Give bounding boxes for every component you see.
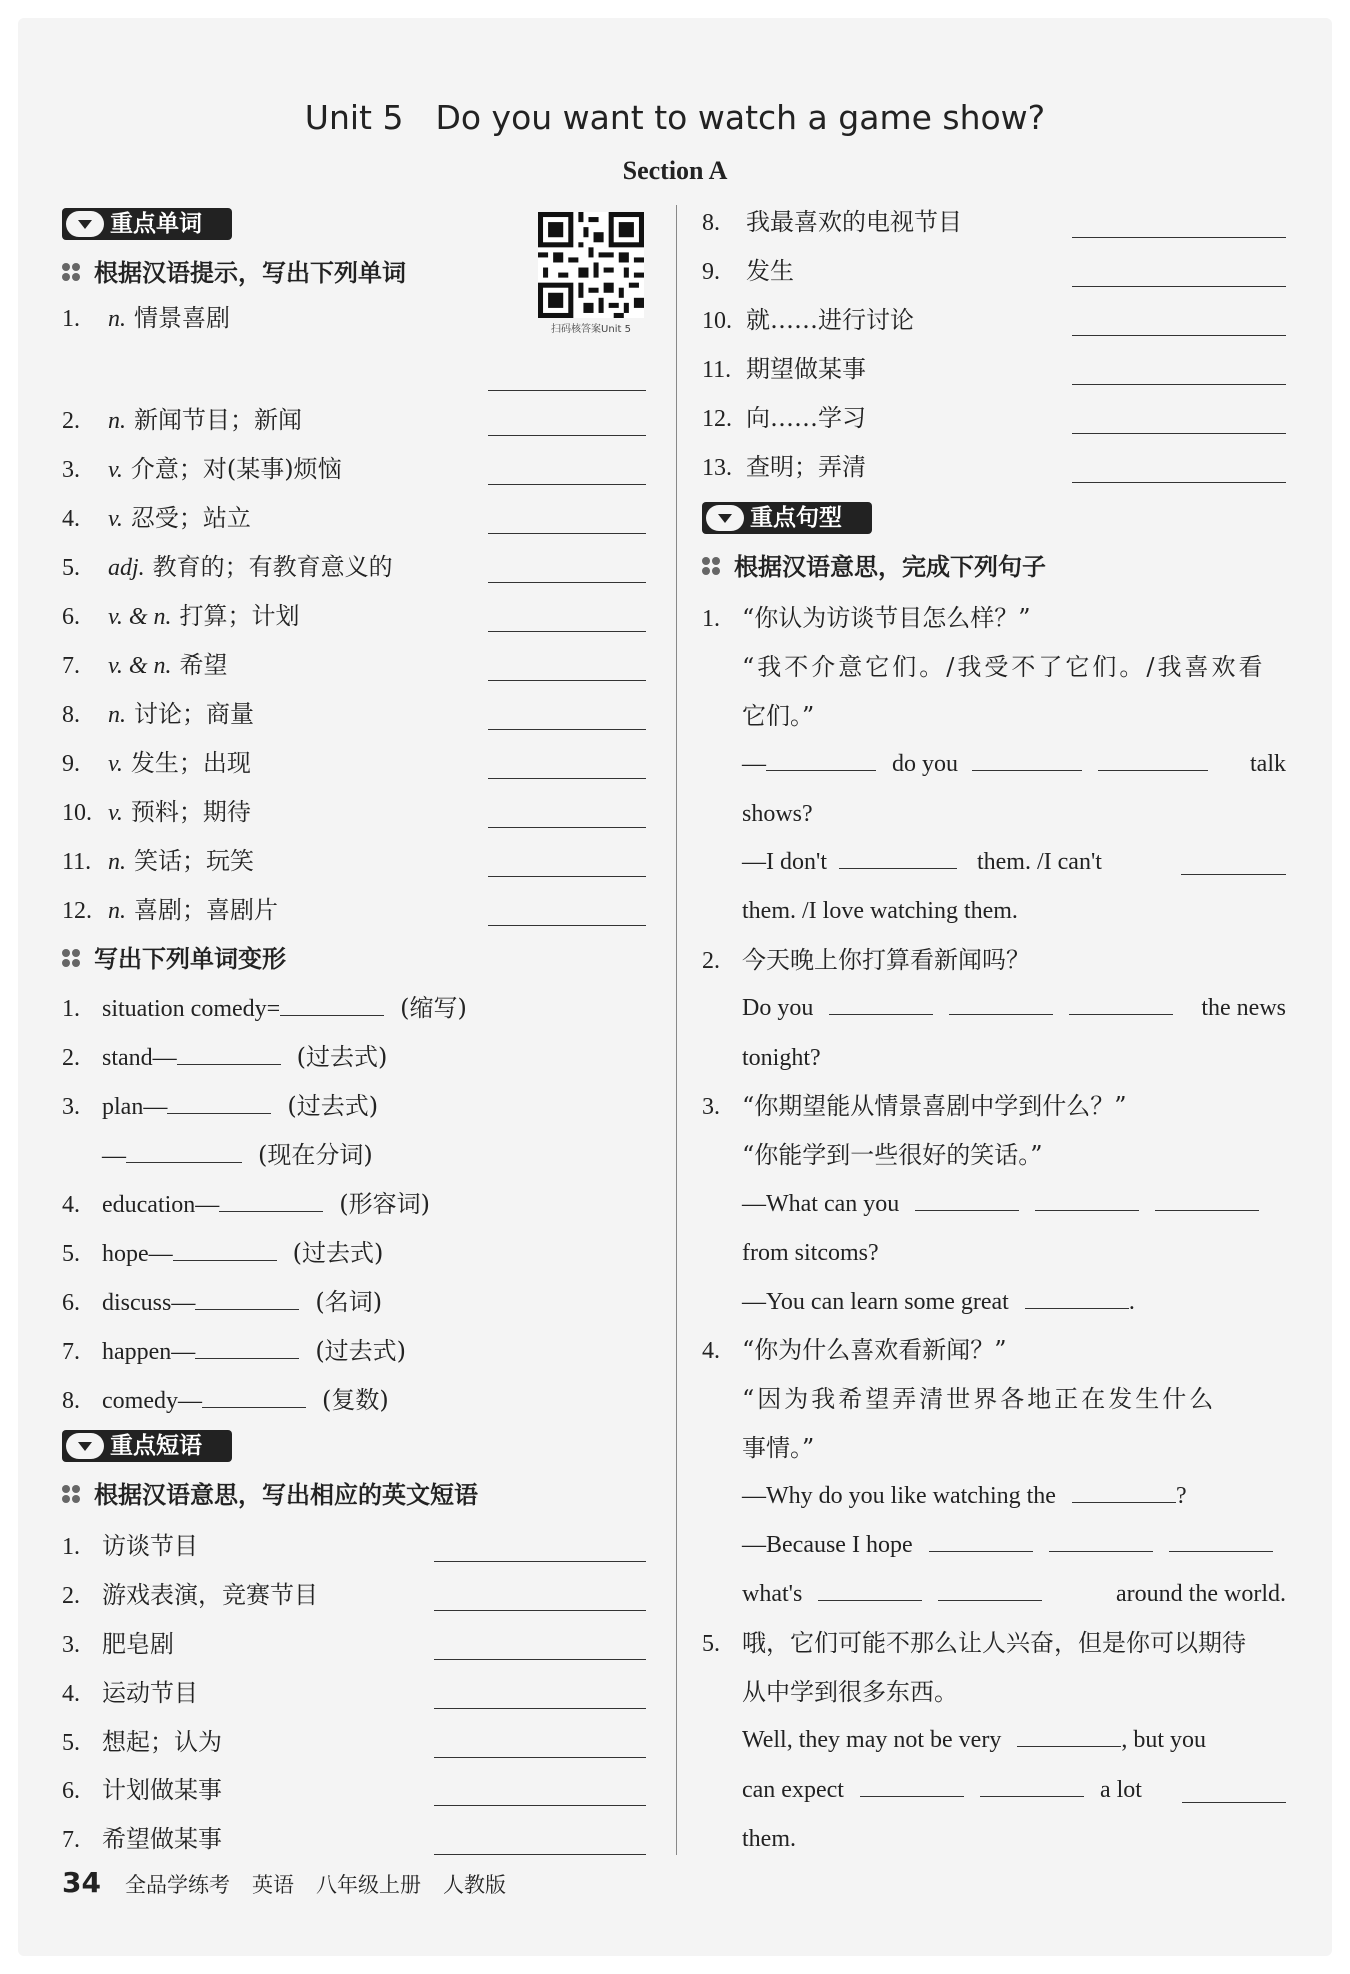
sentence-4-line2: —Because I hope xyxy=(742,1527,1286,1563)
dots-icon xyxy=(62,263,82,283)
chinese-hint: 运动节目 xyxy=(102,1679,198,1707)
answer-blank[interactable] xyxy=(1072,433,1286,434)
answer-blank[interactable] xyxy=(488,680,646,681)
badge-key-words: 重点单词 xyxy=(62,208,232,240)
answer-blank[interactable] xyxy=(488,827,646,828)
sentence-1-cn2: “我不介意它们。/我受不了它们。/我喜欢看 xyxy=(742,653,1266,681)
answer-blank[interactable] xyxy=(280,993,384,1016)
item-number: 1. xyxy=(62,996,80,1022)
part-of-speech: n. xyxy=(108,408,126,434)
chinese-hint: 计划做某事 xyxy=(102,1776,222,1804)
part-of-speech: v. xyxy=(108,751,123,777)
answer-blank[interactable] xyxy=(488,876,646,877)
answer-blank[interactable] xyxy=(488,729,646,730)
item-number: 7. xyxy=(62,1339,80,1365)
answer-blank[interactable] xyxy=(860,1774,964,1797)
item-number: 11. xyxy=(702,357,732,383)
chinese-hint: 忍受；站立 xyxy=(130,504,251,532)
phrase-item xyxy=(62,1821,222,1858)
answer-blank[interactable] xyxy=(1169,1529,1273,1552)
chinese-hint: 介意；对(某事)烦恼 xyxy=(130,455,342,483)
phrase-item xyxy=(62,1724,222,1761)
item-number: 12. xyxy=(702,406,732,432)
answer-blank[interactable] xyxy=(488,533,646,534)
part-of-speech: n. xyxy=(108,849,126,875)
item-number: 3. xyxy=(62,1632,80,1658)
item-number: 7. xyxy=(62,1827,80,1853)
item-number: 2. xyxy=(62,408,80,434)
part-of-speech: n. xyxy=(108,898,126,924)
dots-icon xyxy=(62,949,82,969)
sentence-3-line1: —What can you xyxy=(742,1186,1286,1222)
word-form-item xyxy=(62,1186,430,1223)
part-of-speech: n. xyxy=(108,702,126,728)
sentence-1-line4: them. /I love watching them. xyxy=(742,898,1018,924)
answer-blank[interactable] xyxy=(1098,748,1208,771)
answer-blank[interactable] xyxy=(1072,286,1286,287)
chinese-hint: 希望做某事 xyxy=(102,1825,222,1853)
sentence-1-line3: —I don't them. /I can't xyxy=(742,844,1286,880)
phrase-item xyxy=(62,1675,198,1712)
answer-blank[interactable] xyxy=(1181,852,1286,875)
chinese-hint: 笑话；玩笑 xyxy=(134,847,254,875)
sentence-5-line3: them. xyxy=(742,1826,796,1852)
item-number: 1. xyxy=(62,1534,80,1560)
chinese-hint: 游戏表演，竞赛节目 xyxy=(102,1581,318,1609)
answer-blank[interactable] xyxy=(1072,482,1286,483)
answer-blank[interactable] xyxy=(1072,384,1286,385)
phrase-item xyxy=(62,1528,198,1565)
item-number: 4. xyxy=(62,1192,80,1218)
answer-blank[interactable] xyxy=(167,1091,271,1114)
form-note: (过去式) xyxy=(292,1239,384,1267)
vocab-item xyxy=(62,843,254,880)
form-note: (过去式) xyxy=(287,1092,379,1120)
sentence-4-cn: 4. “你为什么喜欢看新闻？” xyxy=(702,1336,1007,1364)
answer-blank[interactable] xyxy=(219,1189,323,1212)
base-word: discuss— xyxy=(102,1290,196,1316)
unit-title: Unit 5 Do you want to watch a game show? xyxy=(304,98,1046,137)
chinese-hint: 打算；计划 xyxy=(179,602,300,630)
section-title: Section A xyxy=(622,156,728,185)
answer-blank[interactable] xyxy=(949,992,1053,1015)
page-footer: 34 全品学练考 英语 八年级上册 人教版 xyxy=(62,1866,506,1899)
phrase-item xyxy=(702,302,914,339)
answer-blank[interactable] xyxy=(915,1188,1019,1211)
item-number: 6. xyxy=(62,604,80,630)
answer-blank[interactable] xyxy=(488,484,646,485)
sentence-4-line3: what's around the world. xyxy=(742,1576,1286,1612)
answer-blank[interactable] xyxy=(488,435,646,436)
answer-blank[interactable] xyxy=(839,846,957,869)
phrase-item xyxy=(702,351,866,388)
sentence-5-cn2: 从中学到很多东西。 xyxy=(742,1678,958,1706)
sentence-1-cn3: 它们。” xyxy=(742,702,815,730)
part-of-speech: v. xyxy=(108,800,123,826)
answer-blank[interactable] xyxy=(195,1336,299,1359)
answer-blank[interactable] xyxy=(488,631,646,632)
part-of-speech: adj. xyxy=(108,555,145,581)
word-form-item xyxy=(62,990,467,1027)
item-number: 10. xyxy=(702,308,732,334)
chinese-hint: 就……进行讨论 xyxy=(746,306,914,334)
word-form-item xyxy=(62,1088,378,1125)
item-number: 3. xyxy=(62,1094,80,1120)
sentence-3-line3: —You can learn some great . xyxy=(742,1284,1135,1320)
answer-blank[interactable] xyxy=(434,1561,646,1562)
chinese-hint: 想起；认为 xyxy=(102,1728,222,1756)
chinese-hint: 查明；弄清 xyxy=(746,453,866,481)
answer-blank[interactable] xyxy=(980,1774,1084,1797)
sentence-3-cn: 3. “你期望能从情景喜剧中学到什么？” xyxy=(702,1092,1127,1120)
badge-key-sentences: 重点句型 xyxy=(702,502,872,534)
page-number: 34 xyxy=(62,1866,101,1899)
item-number: 11. xyxy=(62,849,92,875)
sentence-2-line2: tonight? xyxy=(742,1045,821,1071)
word-form-item xyxy=(62,1382,389,1419)
form-note: (形容词) xyxy=(339,1190,431,1218)
part-of-speech: v. xyxy=(108,506,123,532)
base-word: education— xyxy=(102,1192,220,1218)
item-number: 6. xyxy=(62,1778,80,1804)
vocab-item xyxy=(62,500,251,537)
phrase-item xyxy=(702,253,794,290)
qr-caption: 扫码核答案Unit 5 xyxy=(551,324,631,335)
answer-blank[interactable] xyxy=(195,1287,299,1310)
answer-blank[interactable] xyxy=(202,1385,306,1408)
word-form-item xyxy=(62,1137,373,1174)
chinese-hint: 向……学习 xyxy=(746,404,866,432)
vocab-item xyxy=(62,300,230,337)
answer-blank[interactable] xyxy=(434,1610,646,1611)
form-note: (缩写) xyxy=(400,994,467,1022)
answer-blank[interactable] xyxy=(1182,1780,1286,1803)
part-of-speech: v. & n. xyxy=(108,604,172,630)
vocab-item xyxy=(62,794,251,831)
sentence-3-line2: from sitcoms? xyxy=(742,1240,879,1266)
answer-blank[interactable] xyxy=(1049,1529,1153,1552)
phrase-instruction: 根据汉语意思，写出相应的英文短语 xyxy=(62,1478,478,1512)
form-note: (过去式) xyxy=(315,1337,407,1365)
chinese-hint: 发生；出现 xyxy=(130,749,251,777)
word-form-item xyxy=(62,1235,383,1272)
vocab-instruction: 根据汉语提示，写出下列单词 xyxy=(62,256,406,290)
chinese-hint: 发生 xyxy=(746,257,794,285)
base-word: hope— xyxy=(102,1241,173,1267)
sentence-1-cn: 1. “你认为访谈节目怎么样？” xyxy=(702,604,1031,632)
item-number: 2. xyxy=(62,1583,80,1609)
base-word: happen— xyxy=(102,1339,196,1365)
column-divider xyxy=(676,205,677,1855)
form-note: (过去式) xyxy=(296,1043,388,1071)
chevron-down-icon xyxy=(66,1433,104,1459)
badge-key-phrases: 重点短语 xyxy=(62,1430,232,1462)
answer-blank[interactable] xyxy=(1069,992,1173,1015)
answer-blank[interactable] xyxy=(1035,1188,1139,1211)
chinese-hint: 访谈节目 xyxy=(102,1532,198,1560)
item-number: 10. xyxy=(62,800,92,826)
answer-blank[interactable] xyxy=(488,925,646,926)
item-number: 8. xyxy=(62,1388,80,1414)
base-word: comedy— xyxy=(102,1388,202,1414)
part-of-speech: v. xyxy=(108,457,123,483)
chinese-hint: 新闻节目；新闻 xyxy=(134,406,302,434)
sentence-4-cn3: 事情。” xyxy=(742,1434,815,1462)
answer-blank[interactable] xyxy=(434,1757,646,1758)
item-number: 4. xyxy=(62,1681,80,1707)
instruction-text: 写出下列单词变形 xyxy=(94,945,286,973)
chinese-hint: 希望 xyxy=(179,651,228,679)
base-word: plan— xyxy=(102,1094,168,1120)
item-number: 4. xyxy=(62,506,80,532)
chinese-hint: 情景喜剧 xyxy=(134,304,230,332)
answer-blank[interactable] xyxy=(938,1578,1042,1601)
qr-code-icon xyxy=(538,212,644,318)
phrase-item xyxy=(702,449,866,486)
answer-blank[interactable] xyxy=(488,390,646,391)
base-word: stand— xyxy=(102,1045,177,1071)
answer-blank[interactable] xyxy=(177,1042,281,1065)
form-note: (现在分词) xyxy=(258,1141,373,1169)
base-word: — xyxy=(102,1143,126,1169)
answer-blank[interactable] xyxy=(1017,1724,1121,1747)
sentence-5-line2: can expect a lot xyxy=(742,1772,1286,1808)
sentence-2-line1: Do you the news xyxy=(742,990,1286,1026)
chinese-hint: 预料；期待 xyxy=(130,798,251,826)
item-number: 5. xyxy=(62,1241,80,1267)
vocab-item xyxy=(62,549,393,586)
phrase-item xyxy=(62,1626,174,1663)
item-number: 9. xyxy=(62,751,80,777)
answer-blank[interactable] xyxy=(434,1805,646,1806)
answer-blank[interactable] xyxy=(173,1238,277,1261)
vocab-item xyxy=(62,402,302,439)
chinese-hint: 我最喜欢的电视节目 xyxy=(746,208,962,236)
answer-blank[interactable] xyxy=(488,582,646,583)
chinese-hint: 喜剧；喜剧片 xyxy=(134,896,278,924)
answer-blank[interactable] xyxy=(1155,1188,1259,1211)
part-of-speech: v. & n. xyxy=(108,653,172,679)
sentence-5-line1: Well, they may not be very , but you xyxy=(742,1722,1286,1758)
answer-blank[interactable] xyxy=(434,1708,646,1709)
phrase-item xyxy=(62,1577,318,1614)
vocab-item xyxy=(62,892,278,929)
sentence-4-cn2: “因为我希望弄清世界各地正在发生什么 xyxy=(742,1385,1217,1413)
vocab-item xyxy=(62,696,254,733)
phrase-item xyxy=(62,1772,222,1809)
item-number: 8. xyxy=(62,702,80,728)
item-number: 6. xyxy=(62,1290,80,1316)
answer-blank[interactable] xyxy=(1072,237,1286,238)
chinese-hint: 教育的；有教育意义的 xyxy=(152,553,393,581)
chinese-hint: 期望做某事 xyxy=(746,355,866,383)
sentence-instruction: 根据汉语意思，完成下列句子 xyxy=(702,550,1046,584)
answer-blank[interactable] xyxy=(929,1529,1033,1552)
base-word: situation comedy= xyxy=(102,996,281,1022)
item-number: 13. xyxy=(702,455,732,481)
item-number: 8. xyxy=(702,210,720,236)
vocab-item xyxy=(62,647,228,684)
answer-blank[interactable] xyxy=(1025,1286,1129,1309)
phrase-item xyxy=(702,400,866,437)
form-note: (名词) xyxy=(315,1288,383,1316)
part-of-speech: n. xyxy=(108,306,126,332)
item-number: 1. xyxy=(62,306,80,332)
vocab-item xyxy=(62,598,300,635)
answer-blank[interactable] xyxy=(818,1578,922,1601)
sentence-4-line1: —Why do you like watching the ? xyxy=(742,1478,1187,1514)
chinese-hint: 讨论；商量 xyxy=(134,700,254,728)
sentence-3-cn2: “你能学到一些很好的笑话。” xyxy=(742,1141,1043,1169)
item-number: 12. xyxy=(62,898,92,924)
answer-blank[interactable] xyxy=(829,992,933,1015)
chevron-down-icon xyxy=(706,505,744,531)
answer-blank[interactable] xyxy=(434,1854,646,1855)
item-number: 5. xyxy=(62,1730,80,1756)
item-number: 2. xyxy=(62,1045,80,1071)
answer-blank[interactable] xyxy=(766,748,876,771)
answer-blank[interactable] xyxy=(126,1140,242,1163)
answer-blank[interactable] xyxy=(488,778,646,779)
answer-blank[interactable] xyxy=(972,748,1082,771)
answer-blank[interactable] xyxy=(1072,1480,1176,1503)
chinese-hint: 肥皂剧 xyxy=(102,1630,174,1658)
word-form-item xyxy=(62,1333,406,1370)
form-note: (复数) xyxy=(321,1386,389,1414)
sentence-1-line1: — do you talk xyxy=(742,746,1286,782)
phrase-item xyxy=(702,204,962,241)
word-form-item xyxy=(62,1284,382,1321)
answer-blank[interactable] xyxy=(1072,335,1286,336)
word-form-item xyxy=(62,1039,387,1076)
vocab-item xyxy=(62,451,342,488)
item-number: 9. xyxy=(702,259,720,285)
sentence-5-cn: 5. 哦，它们可能不那么让人兴奋，但是你可以期待 xyxy=(702,1629,1246,1657)
item-number: 3. xyxy=(62,457,80,483)
dots-icon xyxy=(702,557,722,577)
chevron-down-icon xyxy=(66,211,104,237)
dots-icon xyxy=(62,1485,82,1505)
item-number: 7. xyxy=(62,653,80,679)
answer-blank[interactable] xyxy=(434,1659,646,1660)
vocab-item xyxy=(62,745,251,782)
sentence-2-cn: 2. 今天晚上你打算看新闻吗？ xyxy=(702,946,1030,974)
forms-instruction xyxy=(62,942,286,976)
item-number: 5. xyxy=(62,555,80,581)
sentence-1-line2: shows? xyxy=(742,801,813,827)
